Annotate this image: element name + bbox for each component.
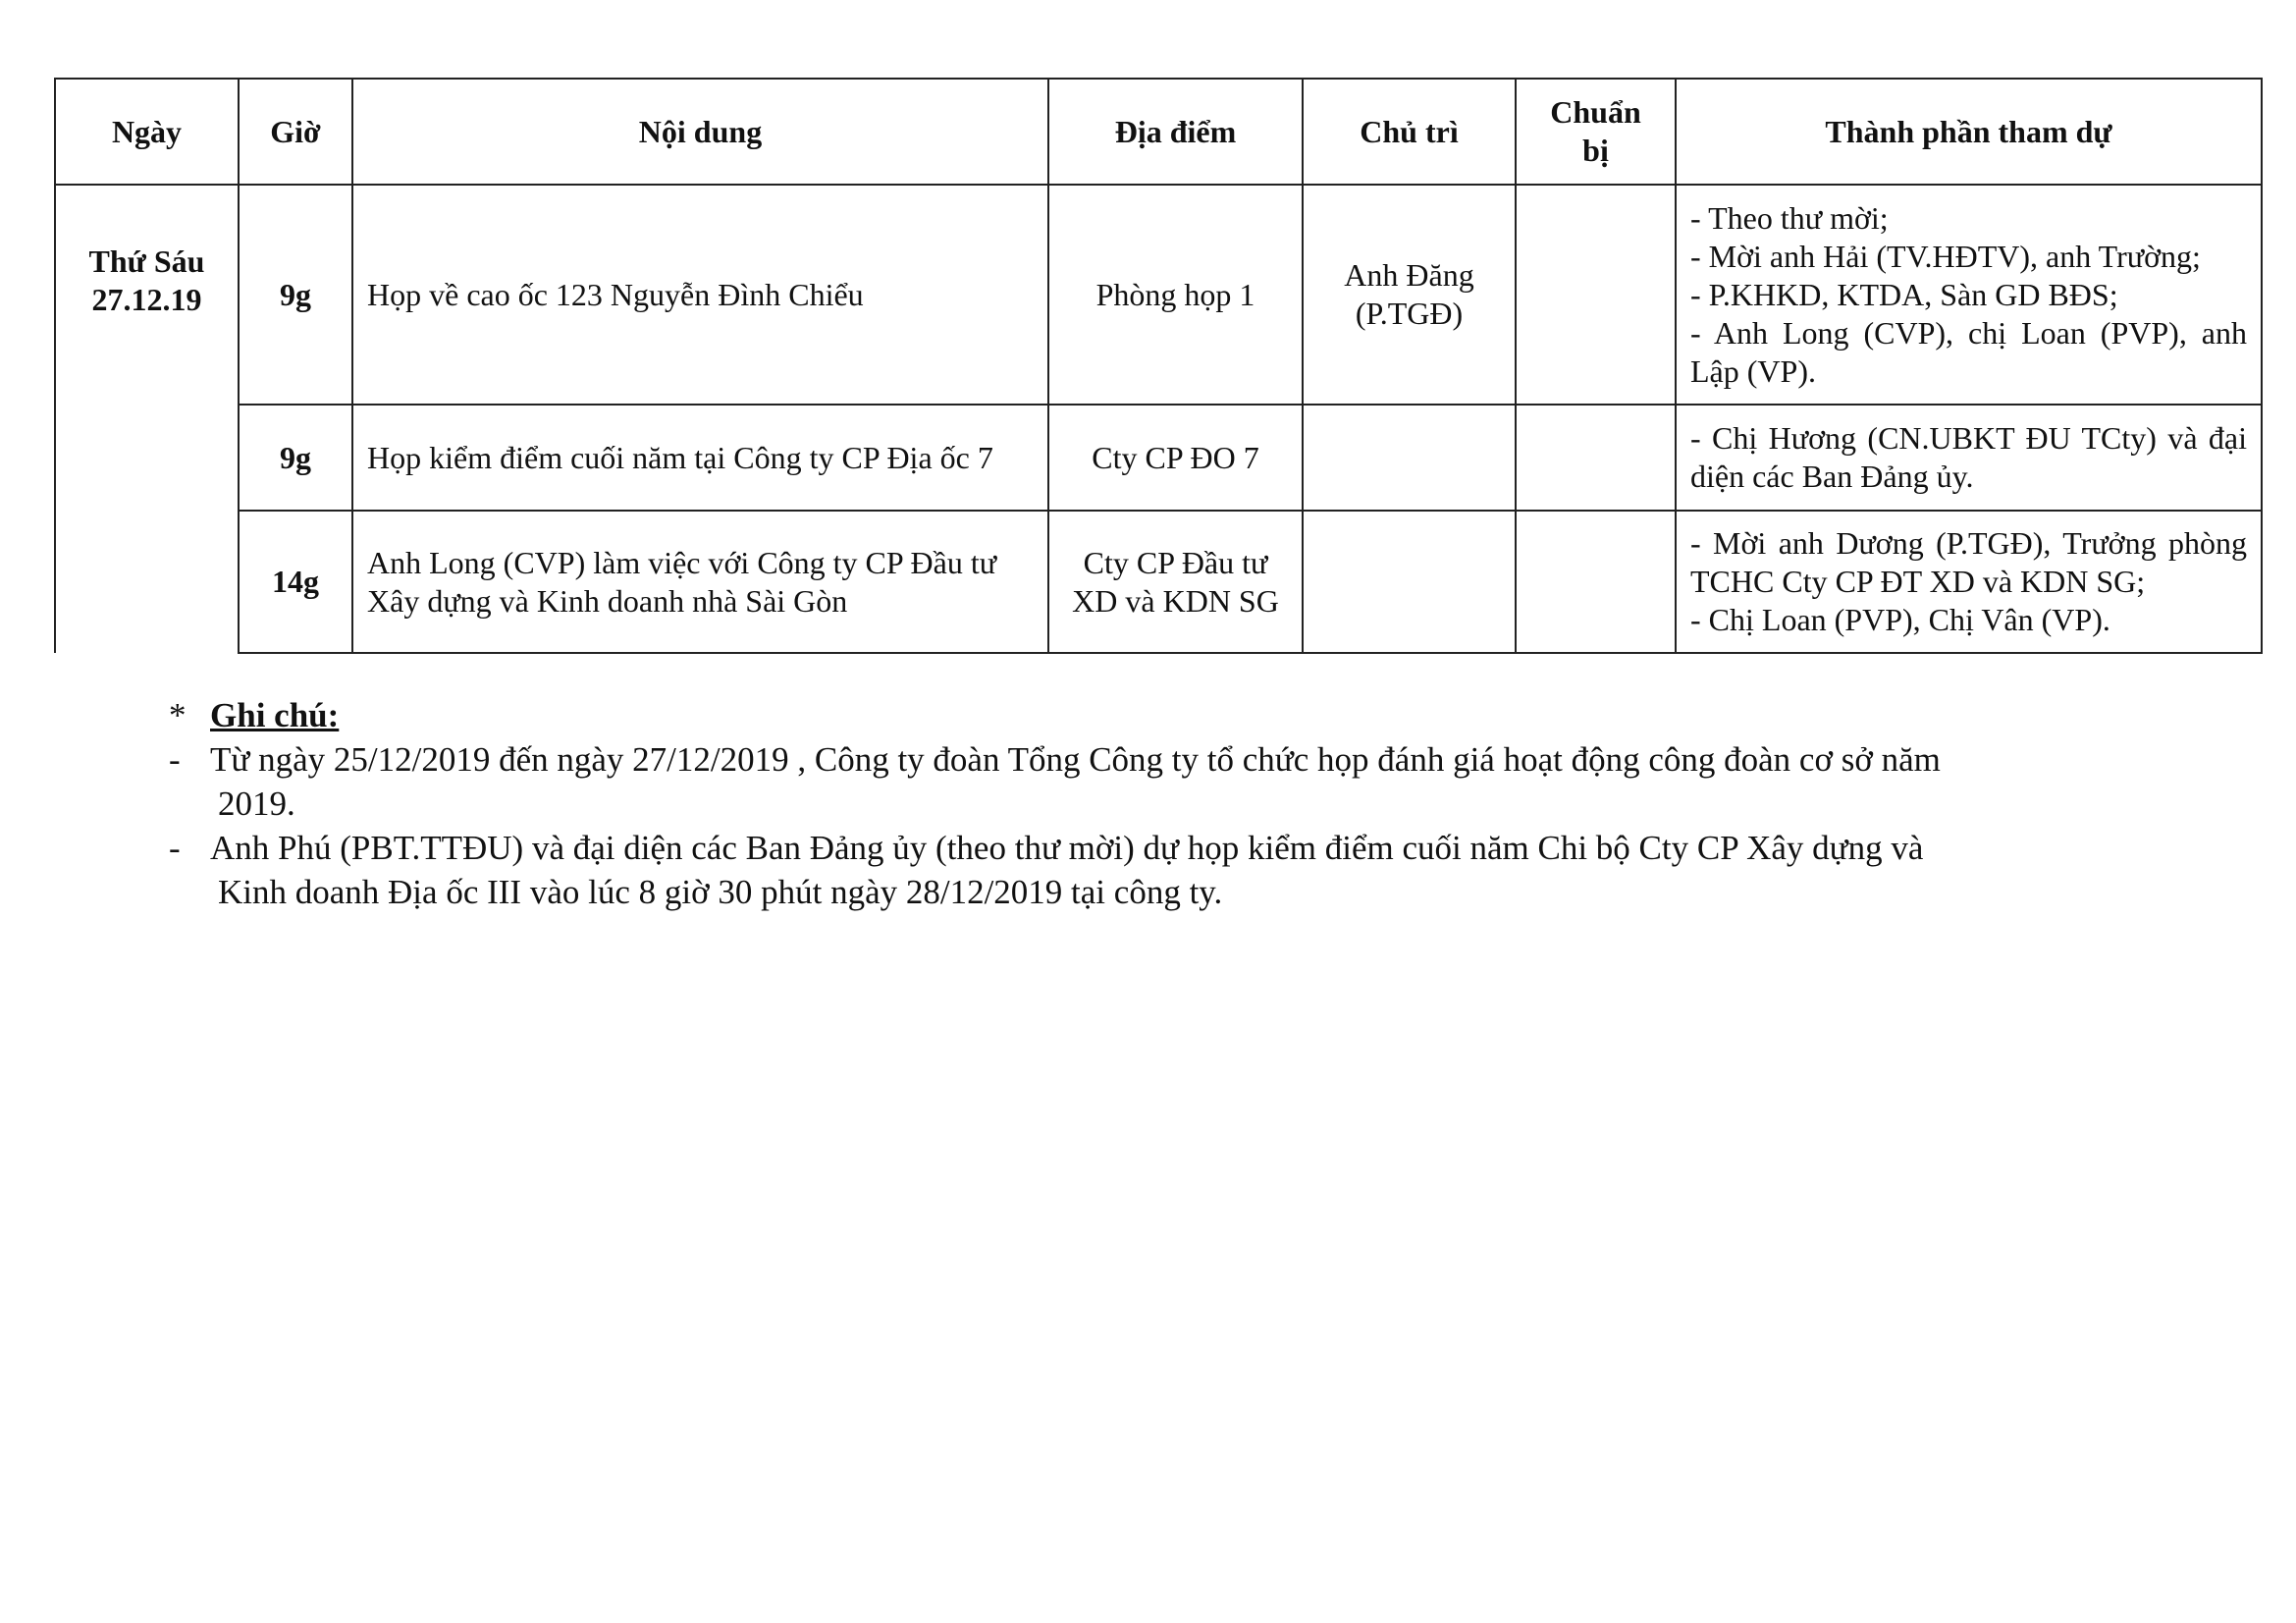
host-cell	[1303, 511, 1516, 653]
attendees-cell	[1676, 405, 2262, 511]
location-cell: Phòng họp 1	[1048, 185, 1303, 405]
host-cell	[1303, 405, 1516, 511]
note-line1: Anh Phú (PBT.TTĐU) và đại diện các Ban Đảng ủy (theo thư mời) dự họp kiểm điểm cuối năm Chi bộ Cty CP Xây dựng và	[210, 829, 1924, 867]
content-cell: Họp về cao ốc 123 Nguyễn Đình Chiểu	[352, 185, 1048, 405]
note-text	[210, 737, 2211, 826]
attendee-line: - Mời anh Hải (TV.HĐTV), anh Trường;	[1690, 238, 2201, 274]
prepare-cell	[1516, 185, 1676, 405]
attendee-line: - Mời anh Dương (P.TGĐ), Trưởng phòng TCHC Cty CP ĐT XD và KDN SG;	[1690, 525, 2247, 599]
schedule-table	[54, 78, 2263, 654]
day-cell	[55, 185, 239, 653]
content-cell: Họp kiểm điểm cuối năm tại Công ty CP Địa ốc 7	[352, 405, 1048, 511]
host-line2: (P.TGĐ)	[1355, 296, 1464, 331]
header-attendees: Thành phần tham dự	[1676, 79, 2262, 185]
header-prepare	[1516, 79, 1676, 185]
host-cell	[1303, 185, 1516, 405]
time-cell: 9g	[239, 185, 352, 405]
location-cell	[1048, 511, 1303, 653]
location-cell: Cty CP ĐO 7	[1048, 405, 1303, 511]
attendees-cell	[1676, 185, 2262, 405]
attendee-line: - Chị Hương (CN.UBKT ĐU TCty) và đại diện các Ban Đảng ủy.	[1690, 420, 2247, 494]
note-item	[169, 737, 2211, 826]
table-row	[55, 185, 2262, 405]
note-text	[210, 826, 2211, 914]
notes-heading	[169, 693, 2211, 737]
note-item	[169, 826, 2211, 914]
attendee-line: - P.KHKD, KTDA, Sàn GD BĐS;	[1690, 276, 2118, 312]
table-row	[55, 405, 2262, 511]
prepare-cell	[1516, 511, 1676, 653]
attendees-cell	[1676, 511, 2262, 653]
time-cell: 14g	[239, 511, 352, 653]
table-row	[55, 511, 2262, 653]
note-dash: -	[169, 829, 181, 867]
day-weekday: Thứ Sáu	[88, 243, 205, 279]
notes-section	[169, 693, 2211, 914]
content-cell: Anh Long (CVP) làm việc với Công ty CP Đầu tư Xây dựng và Kinh doanh nhà Sài Gòn	[352, 511, 1048, 653]
note-line1: Từ ngày 25/12/2019 đến ngày 27/12/2019 , Công ty đoàn Tổng Công ty tổ chức họp đánh giá hoạt động công đoàn cơ sở năm	[210, 740, 1941, 779]
prepare-cell	[1516, 405, 1676, 511]
note-line2: 2019.	[218, 784, 295, 823]
attendee-line: - Chị Loan (PVP), Chị Vân (VP).	[1690, 602, 2110, 637]
day-date: 27.12.19	[91, 282, 202, 317]
header-row	[55, 79, 2262, 185]
note-line2: Kinh doanh Địa ốc III vào lúc 8 giờ 30 phút ngày 28/12/2019 tại công ty.	[218, 873, 1223, 911]
host-line1: Anh Đăng	[1344, 257, 1474, 293]
header-day: Ngày	[55, 79, 239, 185]
notes-title: Ghi chú:	[210, 696, 340, 734]
header-prepare-line2: bị	[1582, 133, 1609, 168]
header-time: Giờ	[239, 79, 352, 185]
header-location: Địa điểm	[1048, 79, 1303, 185]
notes-marker: *	[169, 696, 187, 734]
location-line1: Cty CP Đầu tư	[1083, 544, 1268, 580]
time-cell: 9g	[239, 405, 352, 511]
attendee-line: - Theo thư mời;	[1690, 199, 1889, 236]
header-content: Nội dung	[352, 79, 1048, 185]
attendee-line: - Anh Long (CVP), chị Loan (PVP), anh Lập (VP).	[1690, 314, 2247, 389]
note-dash: -	[169, 740, 181, 779]
header-host: Chủ trì	[1303, 79, 1516, 185]
location-line2: XD và KDN SG	[1072, 582, 1279, 619]
header-prepare-line1: Chuẩn	[1550, 94, 1641, 130]
